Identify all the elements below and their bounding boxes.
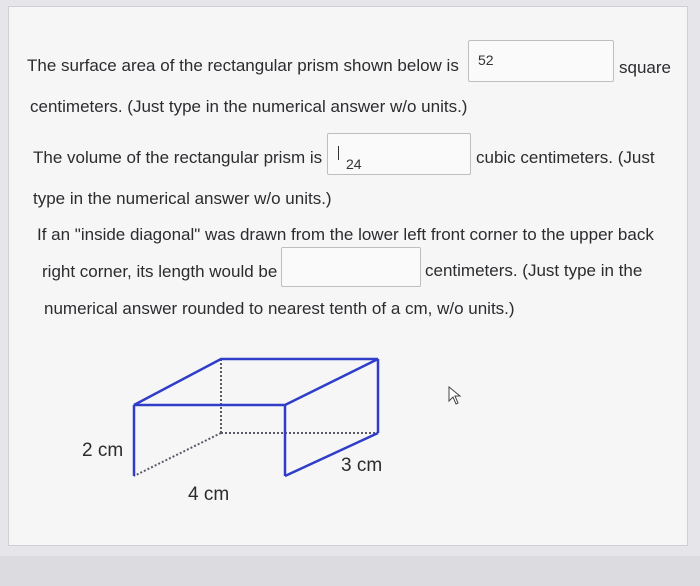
height-label: 2 cm bbox=[82, 440, 124, 461]
q3-text-line3: numerical answer rounded to nearest tenth of a cm, w/o units.) bbox=[44, 299, 515, 318]
page-bottom-area bbox=[0, 556, 700, 586]
width-label: 4 cm bbox=[188, 484, 230, 505]
mouse-pointer-icon bbox=[448, 386, 464, 406]
surface-area-value: 52 bbox=[478, 52, 494, 68]
q3-text: right corner, its length would be bbox=[42, 262, 278, 281]
q1-unit: square bbox=[619, 58, 671, 77]
q1-text-line2: centimeters. (Just type in the numerical answer w/o units.) bbox=[30, 97, 468, 116]
q2-unit: cubic centimeters. (Just bbox=[476, 148, 655, 167]
prism-top-face bbox=[134, 359, 378, 405]
q3-text-line1: If an "inside diagonal" was drawn from the lower left front corner to the upper back bbox=[37, 225, 654, 244]
q2-text-line2: type in the numerical answer w/o units.) bbox=[33, 189, 332, 208]
depth-label: 3 cm bbox=[341, 455, 383, 476]
q3-unit: centimeters. (Just type in the bbox=[425, 261, 643, 280]
volume-value: 24 bbox=[346, 156, 362, 172]
q1-text: The surface area of the rectangular prism shown below is bbox=[27, 56, 459, 75]
hidden-left-bottom-edge bbox=[134, 433, 221, 476]
q2-text: The volume of the rectangular prism is bbox=[33, 148, 323, 167]
